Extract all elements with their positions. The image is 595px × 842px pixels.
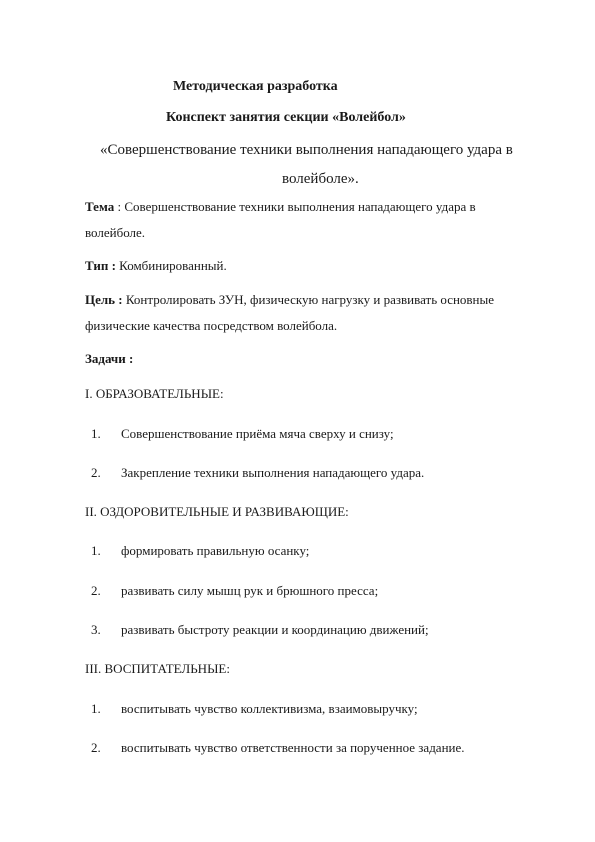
list-item-number: 1. [91, 543, 101, 558]
list-item: развивать силу мышц рук и брюшного пресса; [121, 583, 379, 598]
section-title: III. ВОСПИТАТЕЛЬНЫЕ: [85, 661, 230, 676]
list-item-number: 2. [91, 740, 101, 755]
lesson-topic-line-2: волейболе». [282, 171, 359, 187]
list-item-number: 2. [91, 465, 101, 480]
cel-label: Цель : [85, 292, 123, 307]
list-item-number: 3. [91, 622, 101, 637]
list-item: формировать правильную осанку; [121, 543, 310, 558]
tip-text: Комбинированный. [115, 258, 227, 273]
list-item-number: 1. [91, 426, 101, 441]
tip-label: Тип : [85, 258, 116, 273]
list-item: развивать быстроту реакции и координацию движений; [121, 622, 429, 637]
cel-paragraph [85, 292, 494, 308]
list-item: воспитывать чувство ответственности за порученное задание. [121, 740, 465, 755]
document-title: Методическая разработка [173, 79, 338, 94]
zadachi-heading: Задачи : [85, 351, 134, 366]
cel-text: Контролировать ЗУН, физическую нагрузку и развивать основные [122, 292, 495, 307]
document-subtitle: Конспект занятия секции «Волейбол» [166, 110, 406, 125]
section-title: II. ОЗДОРОВИТЕЛЬНЫЕ И РАЗВИВАЮЩИЕ: [85, 504, 349, 519]
tema-text: : Совершенствование техники выполнения нападающего удара в [114, 199, 476, 214]
list-item-number: 1. [91, 701, 101, 716]
tip-paragraph [85, 258, 227, 274]
list-item: Совершенствование приёма мяча сверху и снизу; [121, 426, 394, 441]
section-title: I. ОБРАЗОВАТЕЛЬНЫЕ: [85, 386, 224, 401]
tema-paragraph [85, 199, 476, 215]
list-item: Закрепление техники выполнения нападающего удара. [121, 465, 425, 480]
list-item: воспитывать чувство коллективизма, взаимовыручку; [121, 701, 418, 716]
tema-text-continuation: волейболе. [85, 225, 146, 240]
cel-text-continuation: физические качества посредством волейбола. [85, 318, 338, 333]
lesson-topic-line-1: «Совершенствование техники выполнения нападающего удара в [100, 142, 513, 158]
list-item-number: 2. [91, 583, 101, 598]
tema-label: Тема [85, 199, 115, 214]
